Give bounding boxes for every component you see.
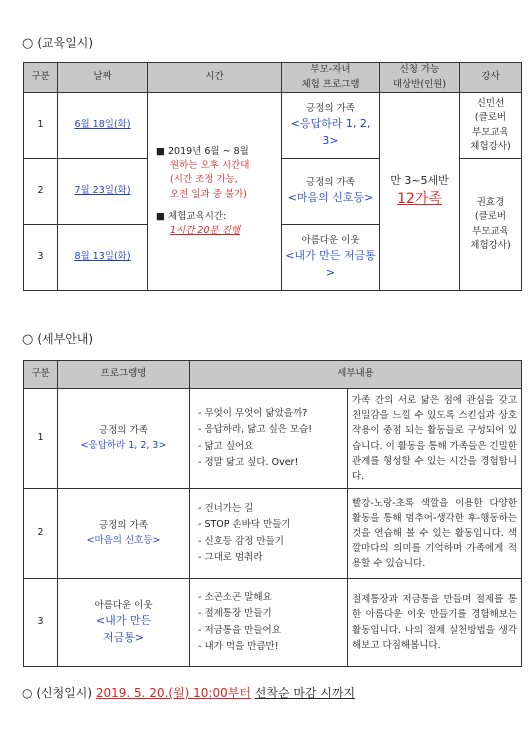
- description-cell: 절제통장과 저금통을 만들며 절제를 통한 아름다운 이웃 만들기를 경험해보는 활동입니다. 나의 절제 실천방법을 생각해보고 다짐해봅니다.: [348, 579, 522, 667]
- list-item: - 닮고 싶어요: [198, 440, 254, 452]
- table-header-row: [24, 361, 522, 389]
- details-table: [23, 360, 522, 667]
- program-name-cell: 긍정의 가족 <응답하라 1, 2, 3>: [58, 389, 190, 489]
- schedule-table: [23, 62, 522, 291]
- activity-list-cell: [190, 579, 348, 667]
- row-date-link[interactable]: 7월 23일(화): [58, 159, 148, 225]
- row-date-link[interactable]: 8월 13일(화): [58, 225, 148, 291]
- program-cell: 긍정의 가족 <마음의 신호등>: [282, 159, 380, 225]
- header-num: 구분: [24, 63, 58, 93]
- table-row: [24, 489, 522, 579]
- header-details: 세부내용: [190, 361, 522, 389]
- circle-marker: ○: [22, 686, 33, 700]
- list-item: - 정말 닮고 싶다. Over!: [198, 456, 299, 468]
- list-item: - 신호등 감정 만들기: [198, 535, 284, 547]
- header-instructor: 강사: [460, 63, 522, 93]
- section-title: (세부안내): [37, 332, 94, 346]
- activity-list-cell: [190, 489, 348, 579]
- header-num: 구분: [24, 361, 58, 389]
- header-target: 신청 가능 대상반(인원): [380, 63, 460, 93]
- list-item: - 그대로 멈춰라: [198, 551, 263, 563]
- activity-list-cell: [190, 389, 348, 489]
- row-num: 3: [24, 579, 58, 667]
- table-header-row: [24, 63, 522, 93]
- program-name-cell: 아름다운 이웃 <내가 만든 저금통>: [58, 579, 190, 667]
- list-item: - 절제통장 만들기: [198, 608, 272, 620]
- list-item: - STOP 손바닥 만들기: [198, 519, 291, 531]
- row-num: 3: [24, 225, 58, 291]
- list-item: - 건너가는 길: [198, 503, 254, 514]
- time-cell: ■ 2019년 6월 ~ 8월 원하는 오후 시간대 (시간 조정 가능, 오전 일과 중 불가) ■ 체험교육시간: 1시간 20분 진행: [148, 93, 282, 291]
- row-num: 1: [24, 93, 58, 159]
- description-cell: 빨강-노랑-초록 색깔을 이용한 다양한 활동을 통해 멈추어-생각한 후-행동하는 것을 연습해 볼 수 있는 활동입니다. 색깔마다의 의미를 기억하며 가족에게 적용할 수 있습니다.: [348, 489, 522, 579]
- header-program-name: 프로그램명: [58, 361, 190, 389]
- list-item: - 내가 먹을 만큼만!: [198, 640, 279, 652]
- row-num: 2: [24, 159, 58, 225]
- section-heading-schedule: [22, 34, 93, 51]
- instructor-cell: 신민선 (클로버 부모교육 체험강사): [460, 93, 522, 159]
- list-item: - 저금통을 만들어요: [198, 624, 281, 636]
- header-date: 날짜: [58, 63, 148, 93]
- program-cell: 아름다운 이웃 <내가 만든 저금통>: [282, 225, 380, 291]
- circle-marker: ○: [22, 36, 34, 51]
- section-heading-details: [22, 330, 93, 347]
- circle-marker: ○: [22, 332, 34, 347]
- table-row: [24, 93, 522, 159]
- table-row: [24, 389, 522, 489]
- section-title: (교육일시): [37, 36, 94, 50]
- header-program: 부모-자녀 체험 프로그램: [282, 63, 380, 93]
- row-date-link[interactable]: 6월 18일(화): [58, 93, 148, 159]
- target-cell: 만 3~5세반 12가족: [380, 93, 460, 291]
- list-item: - 무엇이 무엇이 닮았을까?: [198, 408, 308, 419]
- header-time: 시간: [148, 63, 282, 93]
- signup-date: 2019. 5. 20.(월) 10:00부터: [95, 686, 251, 700]
- program-name-cell: 긍정의 가족 <마음의 신호등>: [58, 489, 190, 579]
- row-num: 2: [24, 489, 58, 579]
- signup-rest: 선착순 마감 시까지: [254, 686, 356, 700]
- row-num: 1: [24, 389, 58, 489]
- program-cell: 긍정의 가족 <응답하라 1, 2, 3>: [282, 93, 380, 159]
- list-item: - 응답하라, 닮고 싶은 모습!: [198, 424, 313, 436]
- table-row: [24, 579, 522, 667]
- signup-line: [22, 684, 355, 701]
- list-item: - 소곤소곤 말해요: [198, 592, 272, 603]
- description-cell: 가족 간의 서로 닮은 점에 관심을 갖고 친밀감을 느낄 수 있도록 스킨십과 상호작용이 중점 되는 활동들로 구성되어 있습니다. 이 활동을 통해 가족들은 긴밀한 관계를 형성할 수 있는 시간을 경험합니다.: [348, 389, 522, 489]
- signup-label: (신청일시): [36, 686, 93, 700]
- instructor-cell: 권효경 (클로버 부모교육 체험강사): [460, 159, 522, 291]
